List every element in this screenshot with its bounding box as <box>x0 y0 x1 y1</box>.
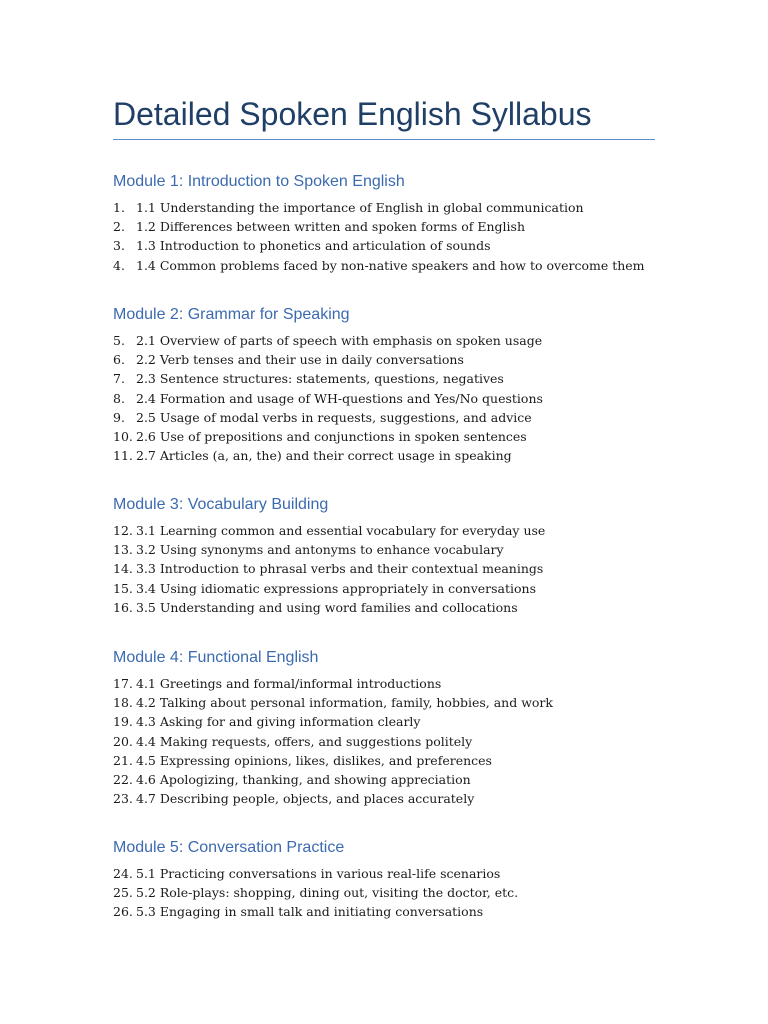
item-text: 3.1 Learning common and essential vocabulary for everyday use <box>136 523 546 538</box>
topic-list <box>113 674 673 808</box>
item-number: 5. <box>113 333 125 348</box>
list-item <box>113 521 673 540</box>
item-text: 4.4 Making requests, offers, and suggestions politely <box>136 733 473 749</box>
item-number: 26. <box>113 904 133 920</box>
list-item <box>113 256 673 275</box>
document-title: Detailed Spoken English Syllabus <box>113 96 592 132</box>
item-number: 22. <box>113 771 133 787</box>
title-underline-rule <box>113 139 655 140</box>
item-text: 2.5 Usage of modal verbs in requests, suggestions, and advice <box>136 409 532 425</box>
item-text: 1.1 Understanding the importance of English in global communication <box>136 200 584 215</box>
list-item <box>113 770 673 789</box>
item-text: 2.4 Formation and usage of WH-questions and Yes/No questions <box>136 390 543 406</box>
list-item <box>113 369 673 388</box>
list-item <box>113 579 673 598</box>
item-text: 2.1 Overview of parts of speech with emphasis on spoken usage <box>136 333 543 348</box>
module-5-section <box>113 837 673 922</box>
module-heading: Module 5: Conversation Practice <box>113 839 345 856</box>
module-heading: Module 4: Functional English <box>113 649 319 666</box>
item-number: 7. <box>113 371 125 387</box>
module-4-section <box>113 647 673 808</box>
item-text: 1.2 Differences between written and spoken forms of English <box>136 219 525 235</box>
item-number: 10. <box>113 428 133 444</box>
list-item <box>113 217 673 236</box>
item-text: 3.3 Introduction to phrasal verbs and their contextual meanings <box>136 561 544 577</box>
module-3-section <box>113 494 673 617</box>
item-text: 2.6 Use of prepositions and conjunctions in spoken sentences <box>136 428 527 444</box>
list-item <box>113 236 673 255</box>
list-item <box>113 540 673 559</box>
list-item <box>113 446 673 465</box>
item-text: 2.3 Sentence structures: statements, questions, negatives <box>136 371 504 387</box>
item-number: 3. <box>113 238 125 254</box>
item-text: 4.1 Greetings and formal/informal introductions <box>136 676 442 691</box>
item-number: 19. <box>113 714 133 730</box>
item-number: 18. <box>113 695 133 711</box>
list-item <box>113 732 673 751</box>
item-text: 4.2 Talking about personal information, family, hobbies, and work <box>136 695 553 711</box>
list-item <box>113 693 673 712</box>
item-number: 12. <box>113 523 133 538</box>
list-item <box>113 331 673 350</box>
item-text: 5.3 Engaging in small talk and initiating conversations <box>136 904 484 920</box>
item-text: 4.6 Apologizing, thanking, and showing appreciation <box>136 771 471 787</box>
item-number: 17. <box>113 676 133 691</box>
item-text: 2.7 Articles (a, an, the) and their correct usage in speaking <box>136 448 512 464</box>
item-text: 4.7 Describing people, objects, and places accurately <box>136 791 475 807</box>
item-text: 3.4 Using idiomatic expressions appropriately in conversations <box>136 580 537 596</box>
item-number: 11. <box>113 448 133 464</box>
item-number: 15. <box>113 580 133 596</box>
item-number: 14. <box>113 561 133 577</box>
list-item <box>113 427 673 446</box>
item-text: 3.5 Understanding and using word families and collocations <box>136 599 518 615</box>
list-item <box>113 864 673 883</box>
module-2-section <box>113 304 673 465</box>
item-text: 1.4 Common problems faced by non-native speakers and how to overcome them <box>136 257 645 273</box>
item-text: 4.5 Expressing opinions, likes, dislikes, and preferences <box>136 752 492 768</box>
item-text: 4.3 Asking for and giving information clearly <box>136 714 421 730</box>
topic-list <box>113 521 673 617</box>
list-item <box>113 598 673 617</box>
item-number: 24. <box>113 866 133 881</box>
module-heading: Module 2: Grammar for Speaking <box>113 306 350 323</box>
list-item <box>113 350 673 369</box>
list-item <box>113 389 673 408</box>
item-number: 21. <box>113 752 133 768</box>
item-number: 20. <box>113 733 133 749</box>
list-item <box>113 198 673 217</box>
item-number: 8. <box>113 390 125 406</box>
item-text: 5.2 Role-plays: shopping, dining out, visiting the doctor, etc. <box>136 885 519 901</box>
module-1-section <box>113 171 673 275</box>
module-heading: Module 1: Introduction to Spoken English <box>113 173 405 190</box>
list-item <box>113 408 673 427</box>
list-item <box>113 712 673 731</box>
item-number: 4. <box>113 257 125 273</box>
item-number: 25. <box>113 885 133 901</box>
topic-list <box>113 331 673 465</box>
item-text: 2.2 Verb tenses and their use in daily conversations <box>136 352 464 368</box>
item-number: 23. <box>113 791 133 807</box>
list-item <box>113 789 673 808</box>
item-number: 16. <box>113 599 133 615</box>
item-number: 6. <box>113 352 125 368</box>
item-text: 1.3 Introduction to phonetics and articulation of sounds <box>136 238 491 254</box>
item-text: 3.2 Using synonyms and antonyms to enhance vocabulary <box>136 542 504 558</box>
item-number: 2. <box>113 219 125 235</box>
item-text: 5.1 Practicing conversations in various real-life scenarios <box>136 866 501 881</box>
list-item <box>113 902 673 921</box>
list-item <box>113 883 673 902</box>
list-item <box>113 559 673 578</box>
list-item <box>113 674 673 693</box>
item-number: 9. <box>113 409 125 425</box>
topic-list <box>113 864 673 922</box>
module-heading: Module 3: Vocabulary Building <box>113 496 329 513</box>
list-item <box>113 751 673 770</box>
item-number: 13. <box>113 542 133 558</box>
topic-list <box>113 198 673 275</box>
item-number: 1. <box>113 200 125 215</box>
